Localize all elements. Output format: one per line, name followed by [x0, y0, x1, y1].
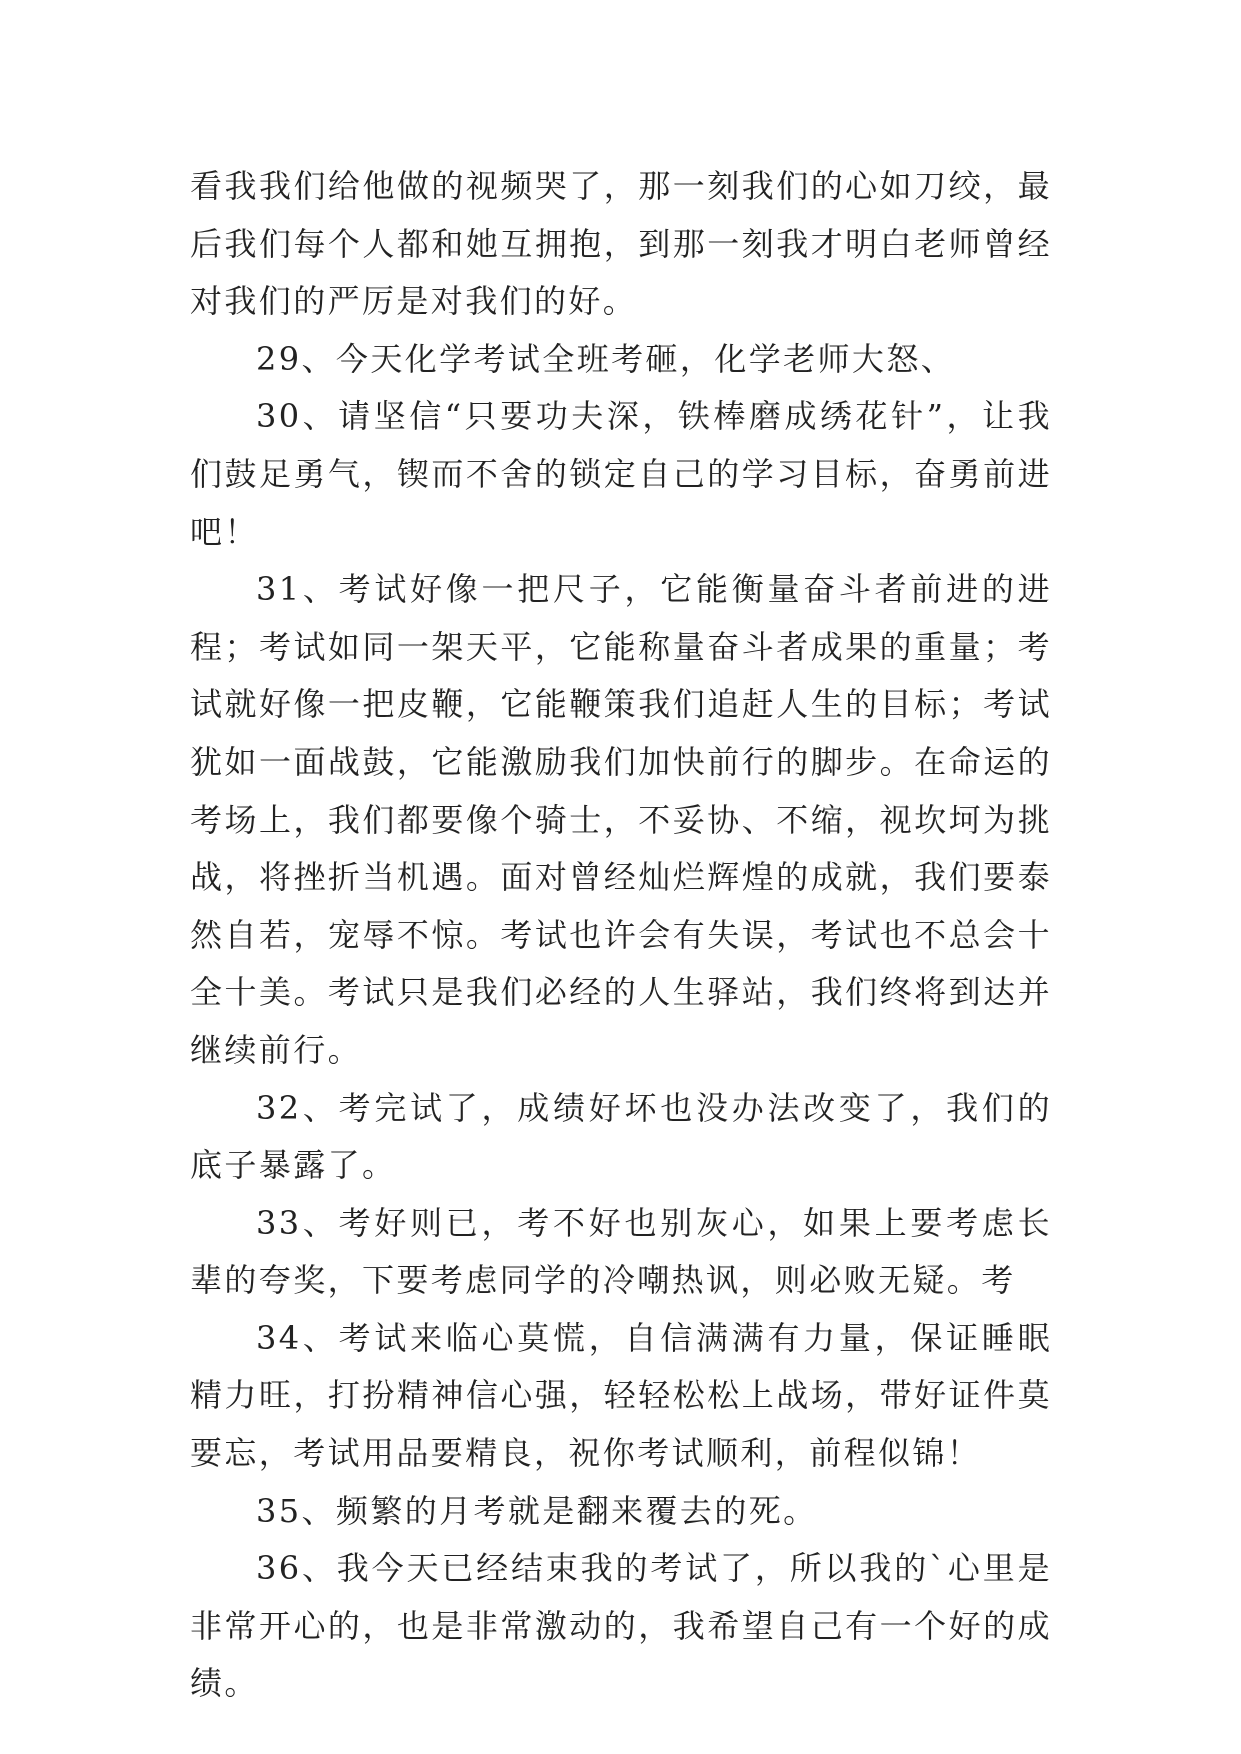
- paragraph-35: 35、频繁的月考就是翻来覆去的死。: [256, 1491, 818, 1530]
- paragraph-34: 34、考试来临心莫慌，自信满满有力量，保证睡眠精力旺，打扮精神信心强，轻轻松松上战场，带好证件莫要忘，考试用品要精良，祝你考试顺利，前程似锦！: [190, 1318, 1052, 1473]
- document-body: [190, 158, 1052, 1713]
- paragraph-31: 31、考试好像一把尺子，它能衡量奋斗者前进的进程；考试如同一架天平，它能称量奋斗者成果的重量；考试就好像一把皮鞭，它能鞭策我们追赶人生的目标；考试犹如一面战鼓，它能激励我们加快前行的脚步。在命运的考场上，我们都要像个骑士，不妥协、不缩，视坎坷为挑战，将挫折当机遇。面对曾经灿烂辉煌的成就，我们要泰然自若，宠辱不惊。考试也许会有失误，考试也不总会十全十美。考试只是我们必经的人生驿站，我们终将到达并继续前行。: [190, 570, 1052, 1069]
- paragraph-continuation: 看我我们给他做的视频哭了，那一刻我们的心如刀绞，最后我们每个人都和她互拥抱，到那一刻我才明白老师曾经对我们的严厉是对我们的好。: [190, 167, 1052, 321]
- paragraph-29: 29、今天化学考试全班考砸，化学老师大怒、: [256, 339, 956, 378]
- paragraph-33: 33、考好则已，考不好也别灰心，如果上要考虑长辈的夸奖，下要考虑同学的冷嘲热讽，则必败无疑。考: [190, 1203, 1052, 1300]
- paragraph-36: 36、我今天已经结束我的考试了，所以我的`心里是非常开心的，也是非常激动的，我希望自己有一个好的成绩。: [190, 1549, 1052, 1703]
- paragraph-30: 30、请坚信“只要功夫深，铁棒磨成绣花针”，让我们鼓足勇气，锲而不舍的锁定自己的学习目标，奋勇前进吧！: [190, 397, 1052, 551]
- paragraph-32: 32、考完试了，成绩好坏也没办法改变了，我们的底子暴露了。: [190, 1088, 1052, 1185]
